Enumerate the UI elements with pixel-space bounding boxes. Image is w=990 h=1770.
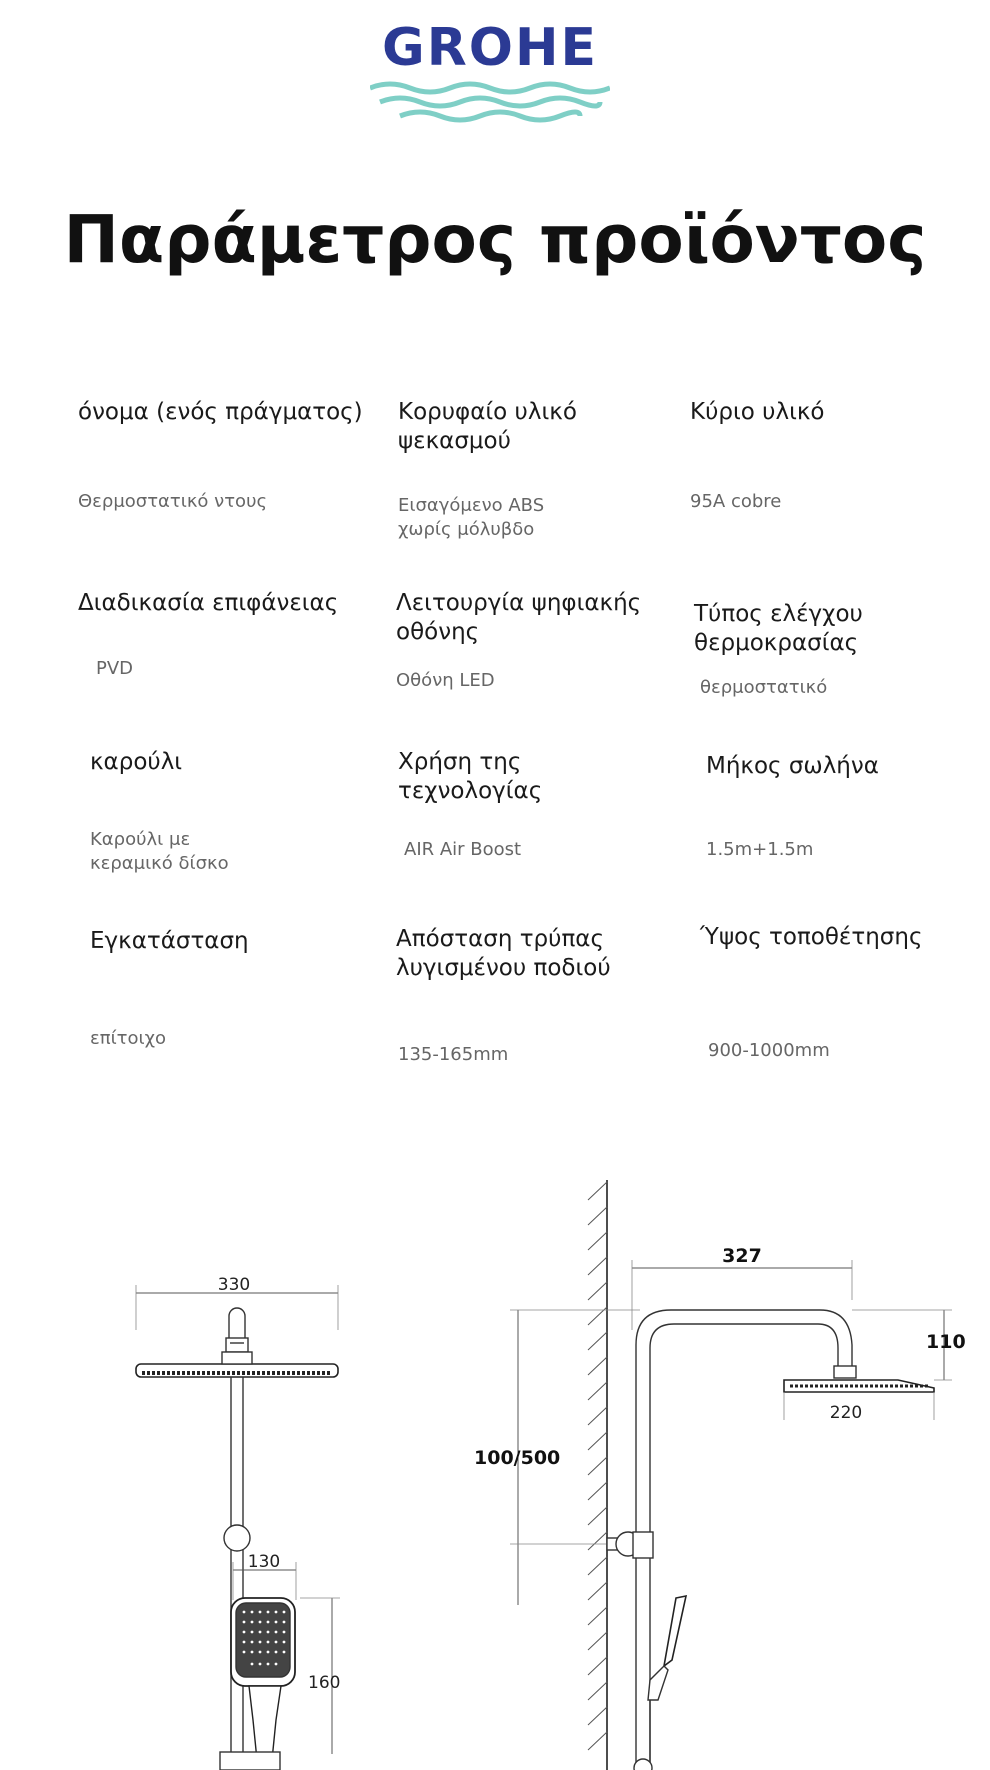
param-cartridge	[90, 748, 380, 874]
param-value: AIR Air Boost	[404, 839, 522, 860]
param-value: Θερμοστατικό ντους	[78, 491, 268, 512]
param-label: Κύριο υλικό	[690, 399, 825, 425]
param-label: Λειτουργία ψηφιακής οθόνης	[396, 590, 642, 645]
front-view	[136, 1285, 340, 1770]
param-hose-length	[706, 752, 990, 860]
param-value: 900-1000mm	[708, 1040, 830, 1061]
param-label: Κορυφαίο υλικό ψεκασμού	[398, 399, 577, 454]
dim-head-width: 330	[217, 1275, 251, 1295]
param-value: 135-165mm	[398, 1044, 509, 1065]
param-value: Καρούλι με κεραμικό δίσκο	[90, 829, 229, 874]
param-label: Διαδικασία επιφάνειας	[78, 590, 339, 616]
param-installation-height	[700, 923, 960, 1061]
param-label: Απόσταση τρύπας λυγισμένου ποδιού	[396, 926, 611, 981]
dim-head-drop: 110	[926, 1331, 966, 1353]
param-value: 1.5m+1.5m	[706, 839, 814, 860]
param-surface-process	[78, 589, 368, 679]
dim-hand-height: 160	[308, 1673, 341, 1693]
param-label: Μήκος σωλήνα	[706, 753, 879, 779]
param-temperature-control	[694, 600, 894, 698]
param-label: όνομα (ενός πράγματος)	[78, 399, 363, 425]
technical-drawing	[0, 1180, 990, 1770]
param-spray-material	[398, 398, 658, 540]
param-value: επίτοιχο	[90, 1028, 167, 1049]
dim-wall-span: 100/500	[474, 1447, 561, 1469]
brand-name: GROHE	[382, 18, 598, 78]
param-label: Τύπος ελέγχου θερμοκρασίας	[694, 601, 863, 656]
param-hole-distance	[396, 925, 656, 1065]
param-value: 95A cobre	[690, 491, 782, 512]
param-name	[78, 398, 368, 512]
param-digital-display	[396, 589, 656, 691]
param-value: PVD	[96, 658, 134, 679]
param-value: Οθόνη LED	[396, 670, 495, 691]
param-label: Ύψος τοποθέτησης	[700, 924, 923, 950]
param-installation	[90, 927, 380, 1049]
page-title: Παράμετρος προϊόντος	[63, 201, 927, 278]
side-view	[510, 1180, 952, 1770]
dim-hand-width: 130	[247, 1552, 281, 1572]
brand-logo	[360, 18, 620, 128]
param-technology	[398, 748, 598, 860]
param-label: Εγκατάσταση	[90, 928, 249, 954]
wave-icon	[370, 80, 610, 130]
dim-head-diameter: 220	[829, 1403, 863, 1423]
param-value: θερμοστατικό	[700, 677, 828, 698]
param-label: καρούλι	[90, 749, 183, 775]
dim-arm-length: 327	[722, 1245, 762, 1267]
param-label: Χρήση της τεχνολογίας	[398, 749, 543, 804]
param-main-material	[690, 398, 980, 512]
param-value: Εισαγόμενο ABS χωρίς μόλυβδο	[398, 495, 545, 540]
